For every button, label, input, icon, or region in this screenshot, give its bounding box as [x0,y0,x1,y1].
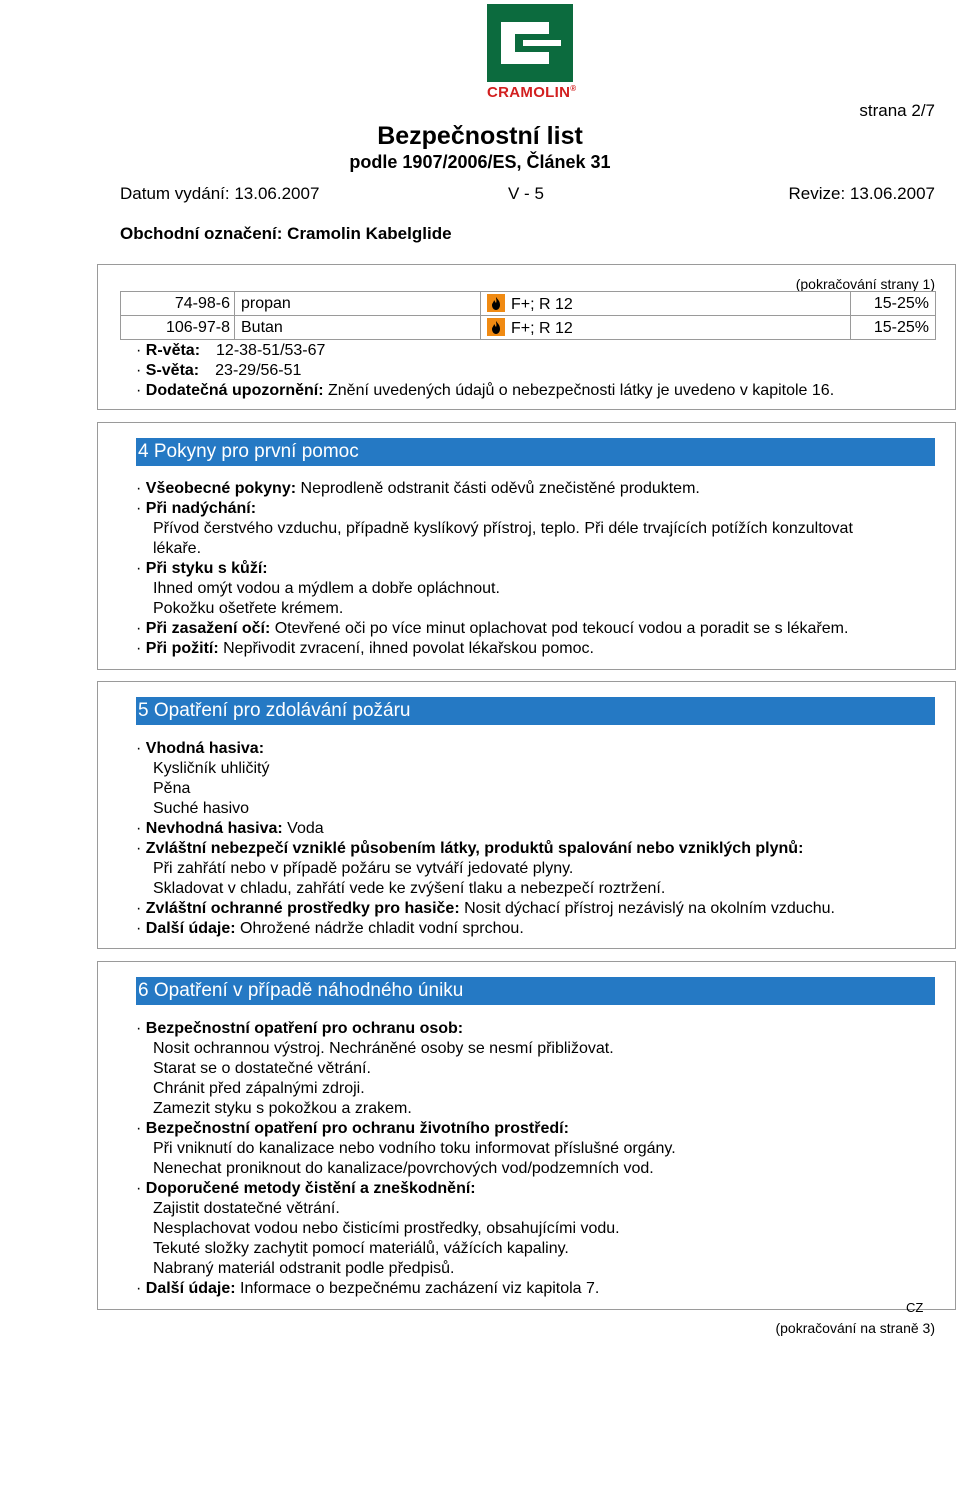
further-info: · Další údaje: Informace o bezpečnému zacházení viz kapitola 7. [136,1280,600,1297]
environmental-precautions-label: · Bezpečnostní opatření pro ochranu životního prostředí: [136,1120,569,1137]
components-table [120,291,936,340]
version: V - 5 [508,184,544,203]
component-name: Butan [235,316,481,340]
section-5-box [97,681,956,949]
continued-from: (pokračování strany 1) [795,276,935,292]
cas-number: 106-97-8 [121,316,235,340]
special-hazards-label: · Zvláštní nebezpečí vzniklé působením látky, produktů spalování nebo vzniklých plynů: [136,840,804,857]
cas-number: 74-98-6 [121,292,235,316]
document-subtitle: podle 1907/2006/ES, Článek 31 [349,152,611,172]
flame-icon [487,294,505,312]
cramolin-logo-mark-icon [487,4,573,82]
list-item: Starat se o dostatečné větrání. [153,1060,371,1077]
revision-date: Revize: 13.06.2007 [788,184,935,203]
document-title: Bezpečnostní list [377,122,583,150]
table-row [121,292,936,316]
further-info: · Další údaje: Ohrožené nádrže chladit vodní sprchou. [136,920,524,937]
list-item: Chránit před zápalnými zdroji. [153,1080,365,1097]
composition-box [97,264,956,410]
section-5-title: 5 Opatření pro zdolávání požáru [136,697,935,725]
continued-to: (pokračování na straně 3) [775,1320,935,1336]
percent: 15-25% [851,316,936,340]
list-item: Kysličník uhličitý [153,760,270,777]
suitable-extinguishers-label: · Vhodná hasiva: [136,740,265,757]
classification-cell [481,292,851,316]
list-item: Nenechat proniknout do kanalizace/povrchových vod/podzemních vod. [153,1160,654,1177]
section-6-title: 6 Opatření v případě náhodného úniku [136,977,935,1005]
cleanup-methods-label: · Doporučené metody čistění a zneškodnění: [136,1180,476,1197]
list-item: Tekuté složky zachytit pomocí materiálů, vážících kapaliny. [153,1240,569,1257]
special-hazards-text: Při zahřátí nebo v případě požáru se vytváří jedovaté plyny. [153,860,574,877]
section-4-box [97,422,956,670]
table-row [121,316,936,340]
skin-contact-text-2: Pokožku ošetřete krémem. [153,600,344,617]
additional-notes: · Dodatečná upozornění: Znění uvedených údajů o nebezpečnosti látky je uvedeno v kapitole 16. [136,382,835,399]
issue-date: Datum vydání: 13.06.2007 [120,184,320,203]
logo-text: CRAMOLIN® [487,84,577,101]
component-name: propan [235,292,481,316]
classification-cell [481,316,851,340]
skin-contact-label: · Při styku s kůží: [136,560,268,577]
general-advice: · Všeobecné pokyny: Neprodleně odstranit části oděvů znečistěné produktem. [136,480,700,497]
inhalation-text-2: lékaře. [153,540,202,557]
list-item: Nabraný materiál odstranit podle předpisů. [153,1260,455,1277]
unsuitable-extinguishers: · Nevhodná hasiva: Voda [136,820,324,837]
meta-row [120,184,935,206]
personal-precautions-label: · Bezpečnostní opatření pro ochranu osob: [136,1020,464,1037]
section-6-box [97,961,956,1310]
list-item: Suché hasivo [153,800,250,817]
page-number: strana 2/7 [859,101,935,120]
firefighter-equipment: · Zvláštní ochranné prostředky pro hasiče: Nosit dýchací přístroj nezávislý na okolním vzduchu. [136,900,835,917]
classification: F+; R 12 [511,319,573,337]
cramolin-logo [487,4,577,104]
list-item: Nosit ochrannou výstroj. Nechráněné osoby se nesmí přibližovat. [153,1040,614,1057]
list-item: Pěna [153,780,191,797]
language-code: CZ [906,1300,924,1315]
inhalation-text: Přívod čerstvého vzduchu, případně kyslíkový přístroj, teplo. Při déle trvajících potížích konzultovat [153,520,853,537]
list-item: Zajistit dostatečné větrání. [153,1200,340,1217]
eye-contact: · Při zasažení očí: Otevřené oči po více minut oplachovat pod tekoucí vodou a poradit se s lékařem. [136,620,849,637]
r-phrases: · R-věta: 12-38-51/53-67 [136,342,326,359]
list-item: Zamezit styku s pokožkou a zrakem. [153,1100,412,1117]
flame-icon [487,318,505,336]
list-item: Nesplachovat vodou nebo čisticími prostředky, obsahujícími vodu. [153,1220,620,1237]
percent: 15-25% [851,292,936,316]
skin-contact-text: Ihned omýt vodou a mýdlem a dobře opláchnout. [153,580,500,597]
classification: F+; R 12 [511,295,573,313]
trade-name: Obchodní označení: Cramolin Kabelglide [120,224,452,243]
inhalation-label: · Při nadýchání: [136,500,257,517]
special-hazards-text-2: Skladovat v chladu, zahřátí vede ke zvýšení tlaku a nebezpečí roztržení. [153,880,666,897]
list-item: Při vniknutí do kanalizace nebo vodního toku informovat příslušné orgány. [153,1140,676,1157]
ingestion: · Při požití: Nepřivodit zvracení, ihned povolat lékařskou pomoc. [136,640,594,657]
s-phrases: · S-věta: 23-29/56-51 [136,362,302,379]
section-4-title: 4 Pokyny pro první pomoc [136,438,935,466]
